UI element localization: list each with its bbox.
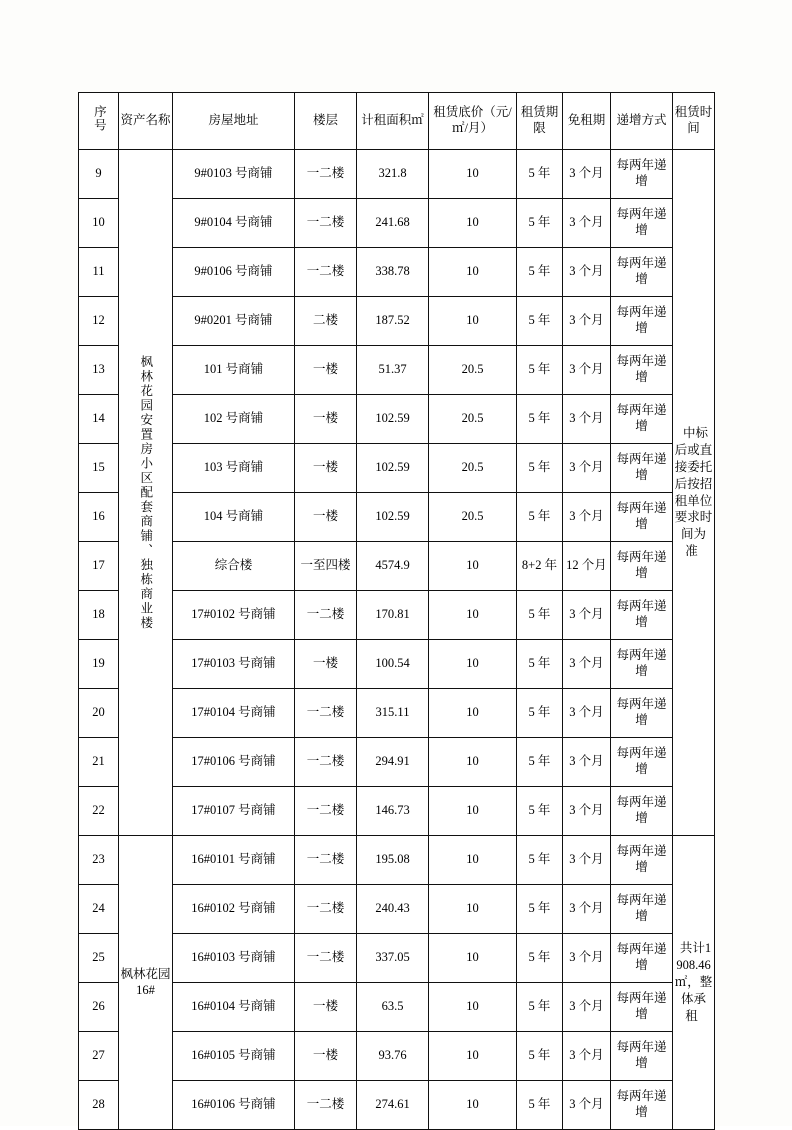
asset-name-group2-label: 枫林花园16# bbox=[120, 966, 171, 997]
cell-area: 102.59 bbox=[357, 395, 429, 444]
cell-floor: 一二楼 bbox=[295, 689, 357, 738]
header-term bbox=[517, 93, 563, 150]
table-row bbox=[79, 591, 715, 640]
cell-floor: 一二楼 bbox=[295, 248, 357, 297]
cell-address: 16#0102 号商铺 bbox=[173, 885, 295, 934]
cell-seq: 15 bbox=[79, 444, 119, 493]
cell-address: 17#0102 号商铺 bbox=[173, 591, 295, 640]
cell-price: 10 bbox=[429, 150, 517, 199]
asset-name-group1-label: 枫林花园安置房小区配套商铺、独栋商业楼 bbox=[138, 354, 153, 631]
cell-area: 187.52 bbox=[357, 297, 429, 346]
cell-free-period: 3 个月 bbox=[563, 836, 611, 885]
cell-floor: 一二楼 bbox=[295, 787, 357, 836]
cell-price: 10 bbox=[429, 1081, 517, 1130]
cell-term: 5 年 bbox=[517, 885, 563, 934]
cell-free-period: 3 个月 bbox=[563, 493, 611, 542]
cell-seq: 14 bbox=[79, 395, 119, 444]
cell-free-period: 3 个月 bbox=[563, 591, 611, 640]
cell-address: 16#0103 号商铺 bbox=[173, 934, 295, 983]
cell-free-period: 3 个月 bbox=[563, 738, 611, 787]
cell-address: 17#0107 号商铺 bbox=[173, 787, 295, 836]
cell-free-period: 3 个月 bbox=[563, 787, 611, 836]
cell-term: 8+2 年 bbox=[517, 542, 563, 591]
header-row bbox=[79, 93, 715, 150]
cell-free-period: 3 个月 bbox=[563, 346, 611, 395]
cell-free-period: 3 个月 bbox=[563, 297, 611, 346]
cell-area: 170.81 bbox=[357, 591, 429, 640]
cell-free-period: 3 个月 bbox=[563, 934, 611, 983]
cell-seq: 10 bbox=[79, 199, 119, 248]
time-group1-label: 中标后或直接委托后按招租单位要求时间为准 bbox=[674, 426, 713, 559]
cell-asset-name-group1 bbox=[119, 150, 173, 836]
cell-price: 10 bbox=[429, 787, 517, 836]
cell-increase: 每两年递增 bbox=[611, 738, 673, 787]
cell-term: 5 年 bbox=[517, 493, 563, 542]
cell-seq: 22 bbox=[79, 787, 119, 836]
cell-increase: 每两年递增 bbox=[611, 542, 673, 591]
cell-area: 195.08 bbox=[357, 836, 429, 885]
cell-free-period: 3 个月 bbox=[563, 640, 611, 689]
cell-address: 102 号商铺 bbox=[173, 395, 295, 444]
cell-seq: 16 bbox=[79, 493, 119, 542]
cell-increase: 每两年递增 bbox=[611, 836, 673, 885]
cell-address: 101 号商铺 bbox=[173, 346, 295, 395]
table-row bbox=[79, 248, 715, 297]
cell-term: 5 年 bbox=[517, 444, 563, 493]
table-row bbox=[79, 934, 715, 983]
cell-area: 93.76 bbox=[357, 1032, 429, 1081]
cell-floor: 一二楼 bbox=[295, 1081, 357, 1130]
cell-price: 10 bbox=[429, 297, 517, 346]
cell-term: 5 年 bbox=[517, 983, 563, 1032]
cell-area: 4574.9 bbox=[357, 542, 429, 591]
cell-price: 20.5 bbox=[429, 493, 517, 542]
cell-term: 5 年 bbox=[517, 199, 563, 248]
table-row bbox=[79, 983, 715, 1032]
cell-area: 294.91 bbox=[357, 738, 429, 787]
cell-floor: 一楼 bbox=[295, 444, 357, 493]
cell-price: 10 bbox=[429, 1032, 517, 1081]
cell-increase: 每两年递增 bbox=[611, 444, 673, 493]
header-increase bbox=[611, 93, 673, 150]
cell-floor: 一二楼 bbox=[295, 150, 357, 199]
cell-price: 20.5 bbox=[429, 444, 517, 493]
table-row bbox=[79, 1081, 715, 1130]
header-seq bbox=[79, 93, 119, 150]
cell-floor: 一二楼 bbox=[295, 591, 357, 640]
header-floor bbox=[295, 93, 357, 150]
header-address-label: 房屋地址 bbox=[208, 113, 259, 128]
cell-floor: 一楼 bbox=[295, 640, 357, 689]
table-row bbox=[79, 836, 715, 885]
cell-term: 5 年 bbox=[517, 836, 563, 885]
cell-price: 10 bbox=[429, 591, 517, 640]
header-time bbox=[673, 93, 715, 150]
cell-increase: 每两年递增 bbox=[611, 640, 673, 689]
cell-area: 102.59 bbox=[357, 493, 429, 542]
cell-price: 10 bbox=[429, 885, 517, 934]
cell-term: 5 年 bbox=[517, 934, 563, 983]
cell-increase: 每两年递增 bbox=[611, 346, 673, 395]
table-row bbox=[79, 444, 715, 493]
cell-term: 5 年 bbox=[517, 395, 563, 444]
cell-floor: 一楼 bbox=[295, 983, 357, 1032]
cell-seq: 21 bbox=[79, 738, 119, 787]
table-row bbox=[79, 150, 715, 199]
cell-seq: 9 bbox=[79, 150, 119, 199]
cell-price: 10 bbox=[429, 248, 517, 297]
cell-area: 102.59 bbox=[357, 444, 429, 493]
cell-free-period: 12 个月 bbox=[563, 542, 611, 591]
cell-floor: 二楼 bbox=[295, 297, 357, 346]
header-increase-label: 递增方式 bbox=[616, 113, 667, 128]
cell-address: 16#0101 号商铺 bbox=[173, 836, 295, 885]
cell-seq: 19 bbox=[79, 640, 119, 689]
cell-increase: 每两年递增 bbox=[611, 591, 673, 640]
cell-area: 63.5 bbox=[357, 983, 429, 1032]
cell-term: 5 年 bbox=[517, 248, 563, 297]
rental-table-container bbox=[78, 92, 714, 1130]
cell-price: 10 bbox=[429, 836, 517, 885]
cell-floor: 一二楼 bbox=[295, 199, 357, 248]
cell-increase: 每两年递增 bbox=[611, 199, 673, 248]
cell-free-period: 3 个月 bbox=[563, 689, 611, 738]
cell-free-period: 3 个月 bbox=[563, 885, 611, 934]
cell-term: 5 年 bbox=[517, 150, 563, 199]
cell-address: 16#0104 号商铺 bbox=[173, 983, 295, 1032]
cell-increase: 每两年递增 bbox=[611, 1032, 673, 1081]
cell-area: 241.68 bbox=[357, 199, 429, 248]
cell-seq: 24 bbox=[79, 885, 119, 934]
cell-time-group1 bbox=[673, 150, 715, 836]
cell-asset-name-group2 bbox=[119, 836, 173, 1130]
table-row bbox=[79, 199, 715, 248]
cell-address: 16#0106 号商铺 bbox=[173, 1081, 295, 1130]
cell-free-period: 3 个月 bbox=[563, 444, 611, 493]
cell-seq: 28 bbox=[79, 1081, 119, 1130]
cell-floor: 一二楼 bbox=[295, 885, 357, 934]
cell-price: 10 bbox=[429, 983, 517, 1032]
cell-free-period: 3 个月 bbox=[563, 1032, 611, 1081]
table-row bbox=[79, 738, 715, 787]
cell-price: 20.5 bbox=[429, 395, 517, 444]
cell-seq: 25 bbox=[79, 934, 119, 983]
cell-increase: 每两年递增 bbox=[611, 983, 673, 1032]
cell-price: 10 bbox=[429, 934, 517, 983]
cell-address: 103 号商铺 bbox=[173, 444, 295, 493]
cell-address: 16#0105 号商铺 bbox=[173, 1032, 295, 1081]
cell-area: 321.8 bbox=[357, 150, 429, 199]
cell-increase: 每两年递增 bbox=[611, 297, 673, 346]
cell-area: 51.37 bbox=[357, 346, 429, 395]
table-row bbox=[79, 640, 715, 689]
cell-address: 9#0104 号商铺 bbox=[173, 199, 295, 248]
cell-seq: 20 bbox=[79, 689, 119, 738]
cell-term: 5 年 bbox=[517, 297, 563, 346]
table-body bbox=[79, 150, 715, 1130]
cell-price: 10 bbox=[429, 640, 517, 689]
header-asset-name bbox=[119, 93, 173, 150]
cell-address: 104 号商铺 bbox=[173, 493, 295, 542]
cell-address: 17#0103 号商铺 bbox=[173, 640, 295, 689]
cell-term: 5 年 bbox=[517, 1032, 563, 1081]
cell-seq: 17 bbox=[79, 542, 119, 591]
cell-increase: 每两年递增 bbox=[611, 395, 673, 444]
header-address bbox=[173, 93, 295, 150]
cell-seq: 11 bbox=[79, 248, 119, 297]
cell-area: 274.61 bbox=[357, 1081, 429, 1130]
cell-increase: 每两年递增 bbox=[611, 689, 673, 738]
header-free-period-label: 免租期 bbox=[567, 113, 606, 128]
cell-address: 17#0104 号商铺 bbox=[173, 689, 295, 738]
table-row bbox=[79, 346, 715, 395]
cell-price: 10 bbox=[429, 738, 517, 787]
cell-floor: 一楼 bbox=[295, 395, 357, 444]
cell-seq: 26 bbox=[79, 983, 119, 1032]
cell-address: 17#0106 号商铺 bbox=[173, 738, 295, 787]
cell-increase: 每两年递增 bbox=[611, 493, 673, 542]
table-row bbox=[79, 1032, 715, 1081]
table-row bbox=[79, 787, 715, 836]
cell-increase: 每两年递增 bbox=[611, 885, 673, 934]
cell-floor: 一楼 bbox=[295, 1032, 357, 1081]
table-row bbox=[79, 297, 715, 346]
cell-area: 240.43 bbox=[357, 885, 429, 934]
header-asset-name-label: 资产名称 bbox=[120, 113, 171, 128]
header-free-period bbox=[563, 93, 611, 150]
cell-term: 5 年 bbox=[517, 689, 563, 738]
header-floor-label: 楼层 bbox=[312, 113, 338, 128]
cell-address: 9#0106 号商铺 bbox=[173, 248, 295, 297]
cell-free-period: 3 个月 bbox=[563, 199, 611, 248]
cell-price: 20.5 bbox=[429, 346, 517, 395]
header-term-label: 租赁期限 bbox=[520, 105, 559, 135]
cell-increase: 每两年递增 bbox=[611, 150, 673, 199]
cell-seq: 13 bbox=[79, 346, 119, 395]
header-price-label: 租赁底价（元/㎡/月） bbox=[433, 105, 512, 135]
cell-floor: 一二楼 bbox=[295, 836, 357, 885]
cell-free-period: 3 个月 bbox=[563, 395, 611, 444]
time-group2-label: 共计1908.46㎡，整体承租 bbox=[674, 941, 713, 1023]
cell-increase: 每两年递增 bbox=[611, 1081, 673, 1130]
cell-free-period: 3 个月 bbox=[563, 150, 611, 199]
header-area-label: 计租面积㎡ bbox=[361, 113, 424, 128]
cell-floor: 一二楼 bbox=[295, 934, 357, 983]
cell-address: 9#0103 号商铺 bbox=[173, 150, 295, 199]
cell-term: 5 年 bbox=[517, 1081, 563, 1130]
cell-time-group2 bbox=[673, 836, 715, 1130]
table-header bbox=[79, 93, 715, 150]
cell-term: 5 年 bbox=[517, 640, 563, 689]
cell-seq: 27 bbox=[79, 1032, 119, 1081]
cell-term: 5 年 bbox=[517, 738, 563, 787]
header-seq-label: 序号 bbox=[92, 105, 107, 133]
cell-address: 9#0201 号商铺 bbox=[173, 297, 295, 346]
table-row bbox=[79, 542, 715, 591]
cell-seq: 23 bbox=[79, 836, 119, 885]
table-row bbox=[79, 885, 715, 934]
table-row bbox=[79, 689, 715, 738]
rental-asset-table bbox=[78, 92, 715, 1130]
cell-area: 146.73 bbox=[357, 787, 429, 836]
cell-address: 综合楼 bbox=[173, 542, 295, 591]
header-area bbox=[357, 93, 429, 150]
cell-free-period: 3 个月 bbox=[563, 983, 611, 1032]
cell-increase: 每两年递增 bbox=[611, 934, 673, 983]
cell-area: 337.05 bbox=[357, 934, 429, 983]
cell-floor: 一二楼 bbox=[295, 738, 357, 787]
cell-seq: 18 bbox=[79, 591, 119, 640]
header-price bbox=[429, 93, 517, 150]
cell-area: 315.11 bbox=[357, 689, 429, 738]
cell-free-period: 3 个月 bbox=[563, 248, 611, 297]
cell-term: 5 年 bbox=[517, 346, 563, 395]
cell-term: 5 年 bbox=[517, 787, 563, 836]
cell-free-period: 3 个月 bbox=[563, 1081, 611, 1130]
cell-seq: 12 bbox=[79, 297, 119, 346]
cell-increase: 每两年递增 bbox=[611, 248, 673, 297]
table-row bbox=[79, 395, 715, 444]
cell-price: 10 bbox=[429, 689, 517, 738]
cell-term: 5 年 bbox=[517, 591, 563, 640]
cell-floor: 一至四楼 bbox=[295, 542, 357, 591]
cell-floor: 一楼 bbox=[295, 493, 357, 542]
table-row bbox=[79, 493, 715, 542]
header-time-label: 租赁时间 bbox=[674, 105, 713, 135]
cell-floor: 一楼 bbox=[295, 346, 357, 395]
cell-increase: 每两年递增 bbox=[611, 787, 673, 836]
cell-area: 100.54 bbox=[357, 640, 429, 689]
cell-price: 10 bbox=[429, 542, 517, 591]
cell-area: 338.78 bbox=[357, 248, 429, 297]
cell-price: 10 bbox=[429, 199, 517, 248]
